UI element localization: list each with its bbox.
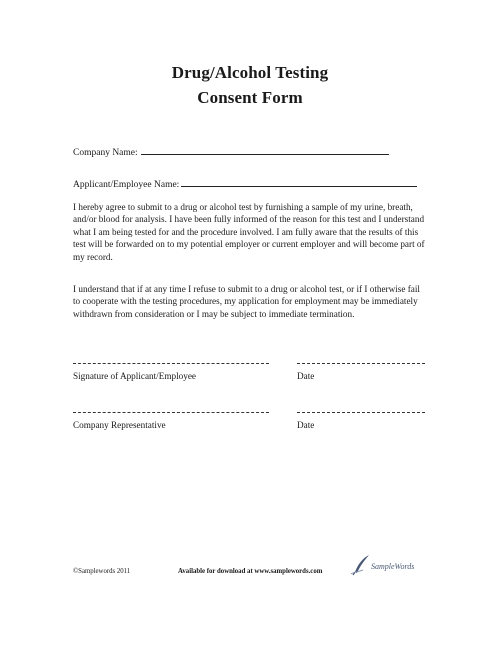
applicant-signature-label: Signature of Applicant/Employee (73, 371, 196, 381)
applicant-name-line[interactable] (181, 178, 417, 187)
logo-text: SampleWords (371, 562, 415, 571)
applicant-name-field (73, 178, 417, 191)
applicant-date-line[interactable] (297, 363, 425, 364)
representative-signature-line[interactable] (73, 412, 269, 413)
applicant-date-label: Date (297, 371, 315, 381)
consent-paragraph-2: I understand that if at any time I refuse to submit to a drug or alcohol test, or if I otherwise fail to cooperate with the testing procedures, my application for employment may be immediately withdrawn from consideration or I may be subject to immediate termination. (73, 284, 420, 319)
applicant-signature-line[interactable] (73, 363, 269, 364)
representative-date-line[interactable] (297, 412, 425, 413)
applicant-name-label: Applicant/Employee Name: (73, 180, 180, 190)
representative-date-label: Date (297, 420, 315, 430)
company-name-line[interactable] (141, 146, 389, 155)
consent-paragraph-1: I hereby agree to submit to a drug or alcohol test by furnishing a sample of my urine, breath, and/or blood for analysis. I have been fully informed of the reason for this test and I understand what I am being tested for and the procedure involved. I am fully aware that the results of this test will be forwarded on to my potential employer or current employer and will become part of my record. (73, 202, 425, 262)
company-name-label: Company Name: (73, 148, 138, 158)
footer-copyright: ©Samplewords 2011 (73, 568, 131, 575)
samplewords-logo (349, 553, 429, 577)
form-title-line1: Drug/Alcohol Testing (171, 63, 329, 82)
footer-download-note: Available for download at www.samplewords.com (178, 568, 323, 575)
representative-signature-label: Company Representative (73, 420, 166, 430)
quill-pen-icon (349, 553, 373, 577)
company-name-field (73, 146, 389, 159)
form-title-line2: Consent Form (197, 88, 303, 107)
